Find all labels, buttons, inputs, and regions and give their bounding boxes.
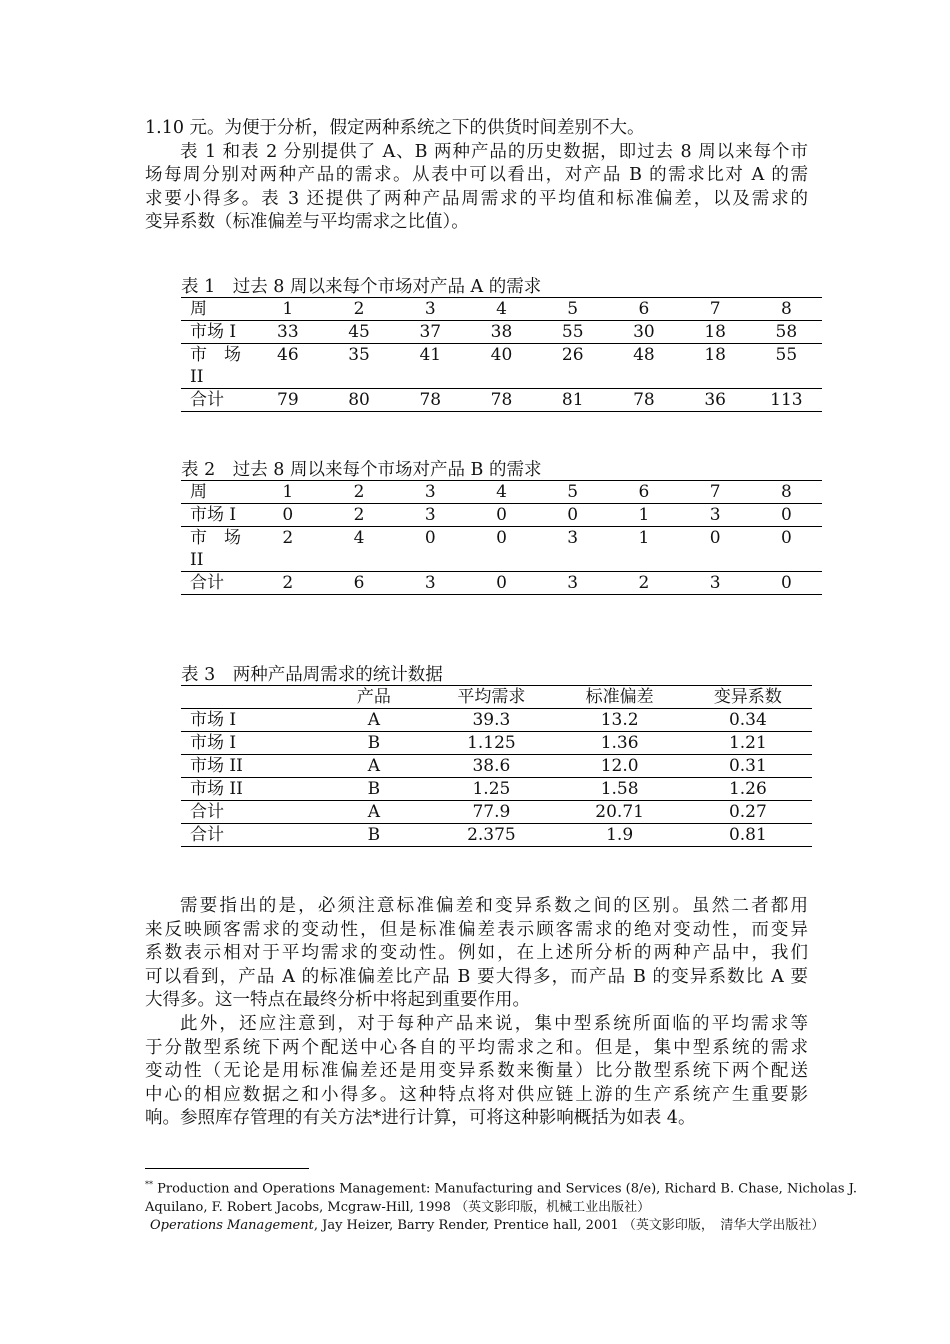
table-cell: 0.34 [728, 710, 767, 730]
table-cell: 2.375 [467, 825, 516, 845]
table-cell: 3 [424, 482, 436, 502]
table-1-title: 表 1 过去 8 周以来每个市场对产品 A 的需求 [181, 277, 542, 297]
table-cell: B [367, 779, 381, 799]
table-cell: 38 [490, 322, 513, 342]
table-cell: 0 [424, 528, 436, 548]
table-cell: 2 [638, 573, 650, 593]
table-cell: 3 [709, 573, 721, 593]
table-header-row [181, 686, 812, 709]
footnote-book-title: Operations Management [150, 1218, 314, 1234]
table-cell: 1.125 [467, 733, 516, 753]
table-cell: 0.27 [728, 802, 767, 822]
table-cell: 41 [419, 345, 442, 365]
table-cell: 48 [633, 345, 655, 365]
table-cell: 78 [419, 390, 442, 410]
table-cell: 0.31 [728, 756, 767, 776]
table-cell: 0 [496, 528, 507, 548]
footnote [145, 1176, 858, 1236]
paragraph-line: 来反映顾客需求的变动性，但是标准偏差表示顾客需求的绝对变动性，而变异 [145, 919, 808, 940]
table-cell: 81 [561, 390, 584, 410]
row-label: 市 场 II [190, 345, 241, 387]
table-cell: 38.6 [472, 756, 511, 776]
row-label: 市场 II [190, 779, 243, 799]
table-1 [181, 297, 822, 412]
table-cell: 1.58 [600, 779, 639, 799]
table-cell: 55 [775, 345, 798, 365]
paragraph-line: 变异系数（标准偏差与平均需求之比值）。 [145, 212, 469, 233]
table-cell: 2 [353, 299, 365, 319]
table-row [181, 389, 822, 412]
table-cell: 变异系数 [713, 687, 782, 707]
table-cell: 2 [282, 528, 294, 548]
table-cell: 77.9 [472, 802, 511, 822]
table-row [181, 801, 812, 824]
footnote-line-3: , Jay Heizer, Barry Render, Prentice hall, 2001 （英文影印版， 清华大学出版社） [313, 1218, 825, 1234]
row-label: 市场 I [190, 505, 237, 525]
table-row [181, 732, 812, 755]
table-cell: 2 [353, 482, 365, 502]
row-label: 市场 I [190, 733, 237, 753]
table-cell: 4 [496, 482, 507, 502]
table-cell: 平均需求 [457, 687, 526, 707]
table-cell: A [367, 756, 380, 776]
table-cell: 3 [709, 505, 721, 525]
table-cell: 18 [704, 322, 726, 342]
table-cell: 6 [638, 482, 650, 502]
table-row [181, 709, 812, 732]
table-cell: 4 [353, 528, 365, 548]
table-cell: 0 [780, 528, 792, 548]
table-cell: 46 [277, 345, 299, 365]
row-label: 合计 [190, 390, 224, 410]
table-cell: 8 [780, 299, 792, 319]
row-label: 市场 II [190, 756, 243, 776]
table-cell: 7 [709, 482, 721, 502]
table-cell: A [367, 802, 380, 822]
table-cell: 40 [490, 345, 513, 365]
paragraph-line: 响。参照库存管理的有关方法*进行计算，可将这种影响概括为如表 4。 [145, 1108, 696, 1129]
table-cell: 0 [709, 528, 721, 548]
table-cell: 0 [567, 505, 579, 525]
table-row [181, 824, 812, 847]
row-label: 合计 [190, 573, 224, 593]
table-cell: 3 [424, 573, 436, 593]
row-label: 市 场 II [190, 528, 241, 570]
table-cell: 0 [780, 573, 792, 593]
table-cell: 35 [348, 345, 370, 365]
table-cell: 1 [638, 528, 650, 548]
footnote-mark: ** [145, 1180, 153, 1189]
paragraph-line: 此外，还应注意到，对于每种产品来说，集中型系统所面临的平均需求等 [180, 1014, 808, 1034]
table-cell: 3 [424, 505, 436, 525]
table-header-row [181, 298, 822, 321]
table-cell: 80 [348, 390, 370, 410]
table-row [181, 778, 812, 801]
table-3-title: 表 3 两种产品周需求的统计数据 [181, 665, 443, 685]
table-cell: 标准偏差 [585, 687, 654, 707]
table-cell: 33 [277, 322, 299, 342]
table-cell: 1.9 [606, 825, 634, 845]
table-cell: 1.36 [600, 733, 639, 753]
row-label: 市场 I [190, 322, 237, 342]
paragraph-4 [145, 1013, 808, 1131]
table-row [181, 504, 822, 527]
row-label: 周 [190, 299, 207, 319]
table-cell: 79 [277, 390, 299, 410]
table-cell: 产品 [356, 687, 391, 707]
row-label: 合计 [190, 825, 224, 845]
table-cell: 3 [567, 528, 579, 548]
table-cell: B [367, 733, 381, 753]
table-cell: 1 [282, 299, 294, 319]
table-cell: 3 [567, 573, 579, 593]
table-cell: 6 [638, 299, 650, 319]
table-2 [181, 480, 822, 595]
table-cell: 0 [496, 505, 507, 525]
row-label: 周 [190, 482, 207, 502]
table-cell: 0 [780, 505, 792, 525]
table-cell: 37 [419, 322, 442, 342]
table-cell: 0.81 [728, 825, 767, 845]
table-2-title: 表 2 过去 8 周以来每个市场对产品 B 的需求 [181, 460, 542, 480]
table-cell: 20.71 [595, 802, 644, 822]
table-row [181, 755, 812, 778]
table-cell: 113 [770, 390, 803, 410]
table-cell: 18 [704, 345, 726, 365]
table-cell: 30 [633, 322, 655, 342]
row-label [181, 686, 320, 709]
paragraph-line: 表 1 和表 2 分别提供了 A、B 两种产品的历史数据，即过去 8 周以来每个市 [180, 141, 808, 162]
table-cell: 12.0 [600, 756, 639, 776]
footnote-line-2: Aquilano, F. Robert Jacobs, Mcgraw-Hill, 1998 （英文影印版，机械工业出版社） [145, 1199, 651, 1215]
table-cell: 13.2 [600, 710, 639, 730]
table-cell: 6 [353, 573, 365, 593]
table-cell: 36 [704, 390, 726, 410]
paragraph-1 [145, 117, 808, 141]
paragraph-2 [145, 141, 808, 235]
table-cell: 78 [490, 390, 513, 410]
table-cell: 4 [496, 299, 507, 319]
table-cell: 2 [353, 505, 365, 525]
table-cell: A [367, 710, 380, 730]
paragraph-3 [145, 895, 808, 1013]
table-cell: 8 [780, 482, 792, 502]
table-row [181, 572, 822, 595]
table-cell: 1.25 [472, 779, 511, 799]
paragraph-line: 需要指出的是，必须注意标准偏差和变异系数之间的区别。虽然二者都用 [180, 896, 808, 916]
paragraph-line: 求要小得多。表 3 还提供了两种产品周需求的平均值和标准偏差，以及需求的 [145, 188, 808, 209]
table-row [181, 527, 822, 572]
footnote-line-1: Production and Operations Management: Manufacturing and Services (8/e), Richard B. Chase, Nicholas J. [157, 1181, 858, 1197]
table-cell: 0 [496, 573, 507, 593]
paragraph-line: 1.10 元。为便于分析，假定两种系统之下的供货时间差别不大。 [145, 118, 645, 138]
paragraph-line: 变动性（无论是用标准偏差还是用变异系数来衡量）比分散型系统下两个配送 [145, 1061, 808, 1082]
table-row [181, 344, 822, 389]
paragraph-line: 可以看到，产品 A 的标准偏差比产品 B 要大得多，而产品 B 的变异系数比 A 要 [145, 966, 808, 987]
paragraph-line: 场每周分别对两种产品的需求。从表中可以看出，对产品 B 的需求比对 A 的需 [145, 165, 808, 186]
table-cell: 5 [567, 299, 579, 319]
table-cell: 5 [567, 482, 579, 502]
table-cell: B [367, 825, 381, 845]
table-cell: 1 [638, 505, 650, 525]
table-row [181, 321, 822, 344]
table-cell: 3 [424, 299, 436, 319]
paragraph-line: 中心的相应数据之和小得多。这种特点将对供应链上游的生产系统产生重要影 [145, 1084, 808, 1105]
table-cell: 0 [282, 505, 294, 525]
table-cell: 1 [282, 482, 294, 502]
table-cell: 1.21 [728, 733, 767, 753]
table-cell: 7 [709, 299, 721, 319]
table-cell: 26 [561, 345, 584, 365]
row-label: 市场 I [190, 710, 237, 730]
paragraph-line: 于分散型系统下两个配送中心各自的平均需求之和。但是，集中型系统的需求 [145, 1037, 808, 1058]
table-cell: 45 [348, 322, 370, 342]
paragraph-line: 系数表示相对于平均需求的变动性。例如，在上述所分析的两种产品中，我们 [145, 943, 808, 964]
table-cell: 1.26 [728, 779, 767, 799]
table-cell: 39.3 [472, 710, 511, 730]
table-cell: 78 [633, 390, 655, 410]
table-header-row [181, 481, 822, 504]
table-cell: 2 [282, 573, 294, 593]
table-cell: 55 [561, 322, 584, 342]
paragraph-line: 大得多。这一特点在最终分析中将起到重要作用。 [145, 990, 530, 1011]
table-3 [181, 685, 812, 847]
row-label: 合计 [190, 802, 224, 822]
table-cell: 58 [775, 322, 798, 342]
footnote-rule [145, 1168, 309, 1169]
